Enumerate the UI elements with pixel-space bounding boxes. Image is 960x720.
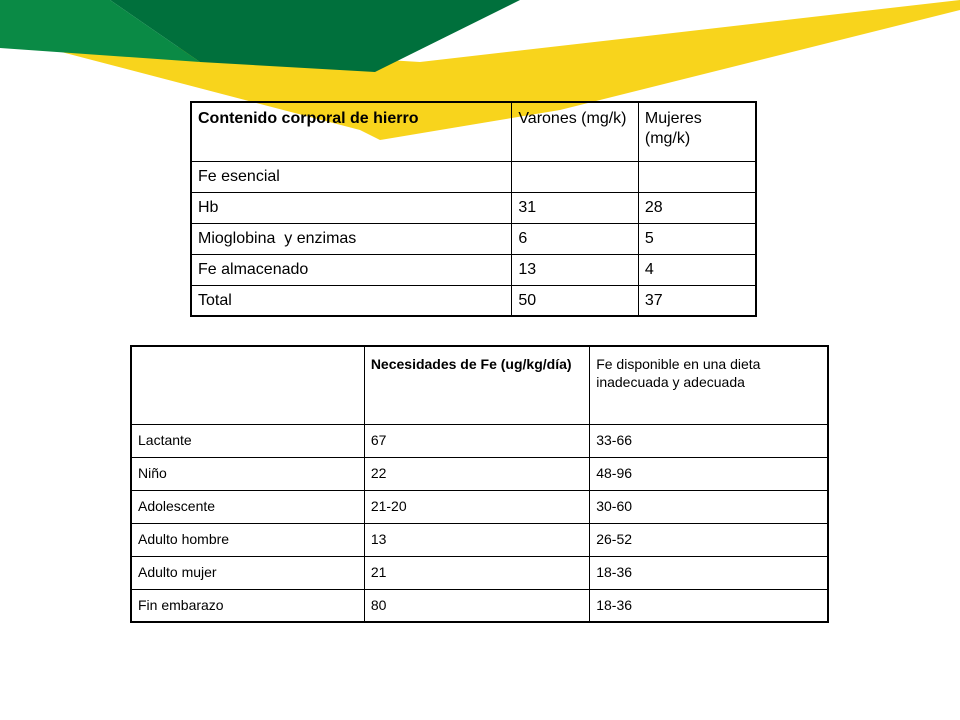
header-cell: Contenido corporal de hierro xyxy=(191,102,512,161)
cell-available: 48-96 xyxy=(590,457,828,490)
cell-needs: 21 xyxy=(364,556,589,589)
cell-varones: 13 xyxy=(512,254,639,285)
table-row xyxy=(131,523,828,556)
cell-mujeres: 28 xyxy=(638,192,756,223)
cell-mujeres: 37 xyxy=(638,285,756,316)
row-label: Adulto mujer xyxy=(131,556,364,589)
cell-mujeres: 5 xyxy=(638,223,756,254)
cell-available: 18-36 xyxy=(590,589,828,622)
table-row xyxy=(131,490,828,523)
table-row xyxy=(131,457,828,490)
row-label: Fin embarazo xyxy=(131,589,364,622)
cell-available: 30-60 xyxy=(590,490,828,523)
table-row xyxy=(131,589,828,622)
row-label: Total xyxy=(191,285,512,316)
cell-mujeres xyxy=(638,161,756,192)
cell-available: 33-66 xyxy=(590,424,828,457)
cell-needs: 67 xyxy=(364,424,589,457)
header-cell: Mujeres (mg/k) xyxy=(638,102,756,161)
table-header-row xyxy=(131,346,828,424)
table-row xyxy=(191,192,756,223)
row-label: Hb xyxy=(191,192,512,223)
header-cell: Necesidades de Fe (ug/kg/día) xyxy=(364,346,589,424)
row-label: Fe almacenado xyxy=(191,254,512,285)
row-label: Lactante xyxy=(131,424,364,457)
cell-varones xyxy=(512,161,639,192)
row-label: Fe esencial xyxy=(191,161,512,192)
cell-available: 26-52 xyxy=(590,523,828,556)
cell-available: 18-36 xyxy=(590,556,828,589)
iron-needs-table xyxy=(130,345,829,623)
cell-needs: 22 xyxy=(364,457,589,490)
cell-varones: 31 xyxy=(512,192,639,223)
row-label: Niño xyxy=(131,457,364,490)
cell-mujeres: 4 xyxy=(638,254,756,285)
cell-needs: 13 xyxy=(364,523,589,556)
header-cell: Varones (mg/k) xyxy=(512,102,639,161)
table-row xyxy=(191,254,756,285)
table-header-row xyxy=(191,102,756,161)
table-row xyxy=(131,424,828,457)
row-label: Adulto hombre xyxy=(131,523,364,556)
table-row xyxy=(131,556,828,589)
cell-varones: 50 xyxy=(512,285,639,316)
iron-content-table xyxy=(190,101,757,317)
row-label: Adolescente xyxy=(131,490,364,523)
header-cell xyxy=(131,346,364,424)
cell-varones: 6 xyxy=(512,223,639,254)
row-label: Mioglobina y enzimas xyxy=(191,223,512,254)
cell-needs: 80 xyxy=(364,589,589,622)
header-cell: Fe disponible en una dieta inadecuada y adecuada xyxy=(590,346,828,424)
table-row xyxy=(191,223,756,254)
table-row xyxy=(191,161,756,192)
cell-needs: 21-20 xyxy=(364,490,589,523)
table-row xyxy=(191,285,756,316)
